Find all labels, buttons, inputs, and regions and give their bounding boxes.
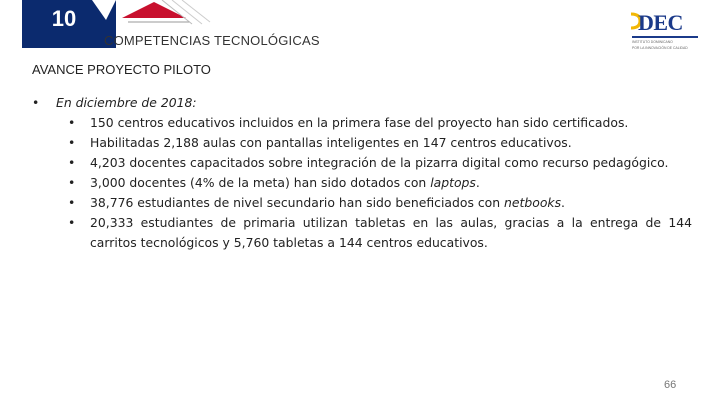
bullet-icon: •	[68, 155, 76, 170]
list-item	[32, 173, 692, 193]
logo-subtitle-2: POR LA INNOVACIÓN DE CALIDAD	[632, 46, 688, 50]
list-item-emphasis: laptops	[430, 175, 476, 190]
list-item	[32, 133, 692, 153]
bullet-icon: •	[68, 135, 76, 150]
list-item-text: Habilitadas 2,188 aulas con pantallas inteligentes en 147 centros educativos.	[90, 135, 572, 150]
list-item	[32, 113, 692, 133]
logo-subtitle-1: INSTITUTO DOMINICANO	[632, 40, 673, 44]
section-title: AVANCE PROYECTO PILOTO	[32, 62, 211, 77]
page-number: 66	[664, 379, 677, 391]
logo-text: DEC	[638, 10, 683, 35]
list-item-emphasis: netbooks	[504, 195, 562, 210]
logo-divider	[632, 36, 698, 38]
list-item-text: 38,776 estudiantes de nivel secundario han sido beneficiados con	[90, 195, 505, 210]
list-item-text: 4,203 docentes capacitados sobre integración de la pizarra digital como recurso pedagógico.	[90, 155, 669, 170]
achievements-list	[32, 113, 692, 253]
slide-content	[32, 93, 692, 253]
bullet-icon: •	[68, 195, 76, 210]
institution-logo	[628, 10, 702, 54]
decorative-chevron-graphic	[92, 0, 212, 30]
lead-text: En diciembre de 2018:	[56, 95, 197, 110]
list-item-text: 20,333 estudiantes de primaria utilizan tabletas en las aulas, gracias a la entrega de 144 carritos tecnológicos y 5,760 tabletas a 144 centros educativos.	[90, 215, 692, 250]
list-item-text-end: .	[561, 195, 565, 210]
list-item-text: 150 centros educativos incluidos en la primera fase del proyecto han sido certificados.	[90, 115, 629, 130]
bullet-icon: •	[68, 215, 76, 230]
list-item	[32, 213, 692, 253]
lead-bullet	[32, 93, 692, 113]
list-item-text-end: .	[475, 175, 480, 190]
header-title: COMPETENCIAS TECNOLÓGICAS	[104, 33, 320, 48]
slide-number: 10	[51, 6, 77, 31]
bullet-icon: •	[32, 95, 40, 110]
list-item	[32, 153, 692, 173]
list-item	[32, 193, 692, 213]
list-item-text: 3,000 docentes (4% de la meta) han sido dotados con	[90, 175, 431, 190]
bullet-icon: •	[68, 175, 76, 190]
bullet-icon: •	[68, 115, 76, 130]
